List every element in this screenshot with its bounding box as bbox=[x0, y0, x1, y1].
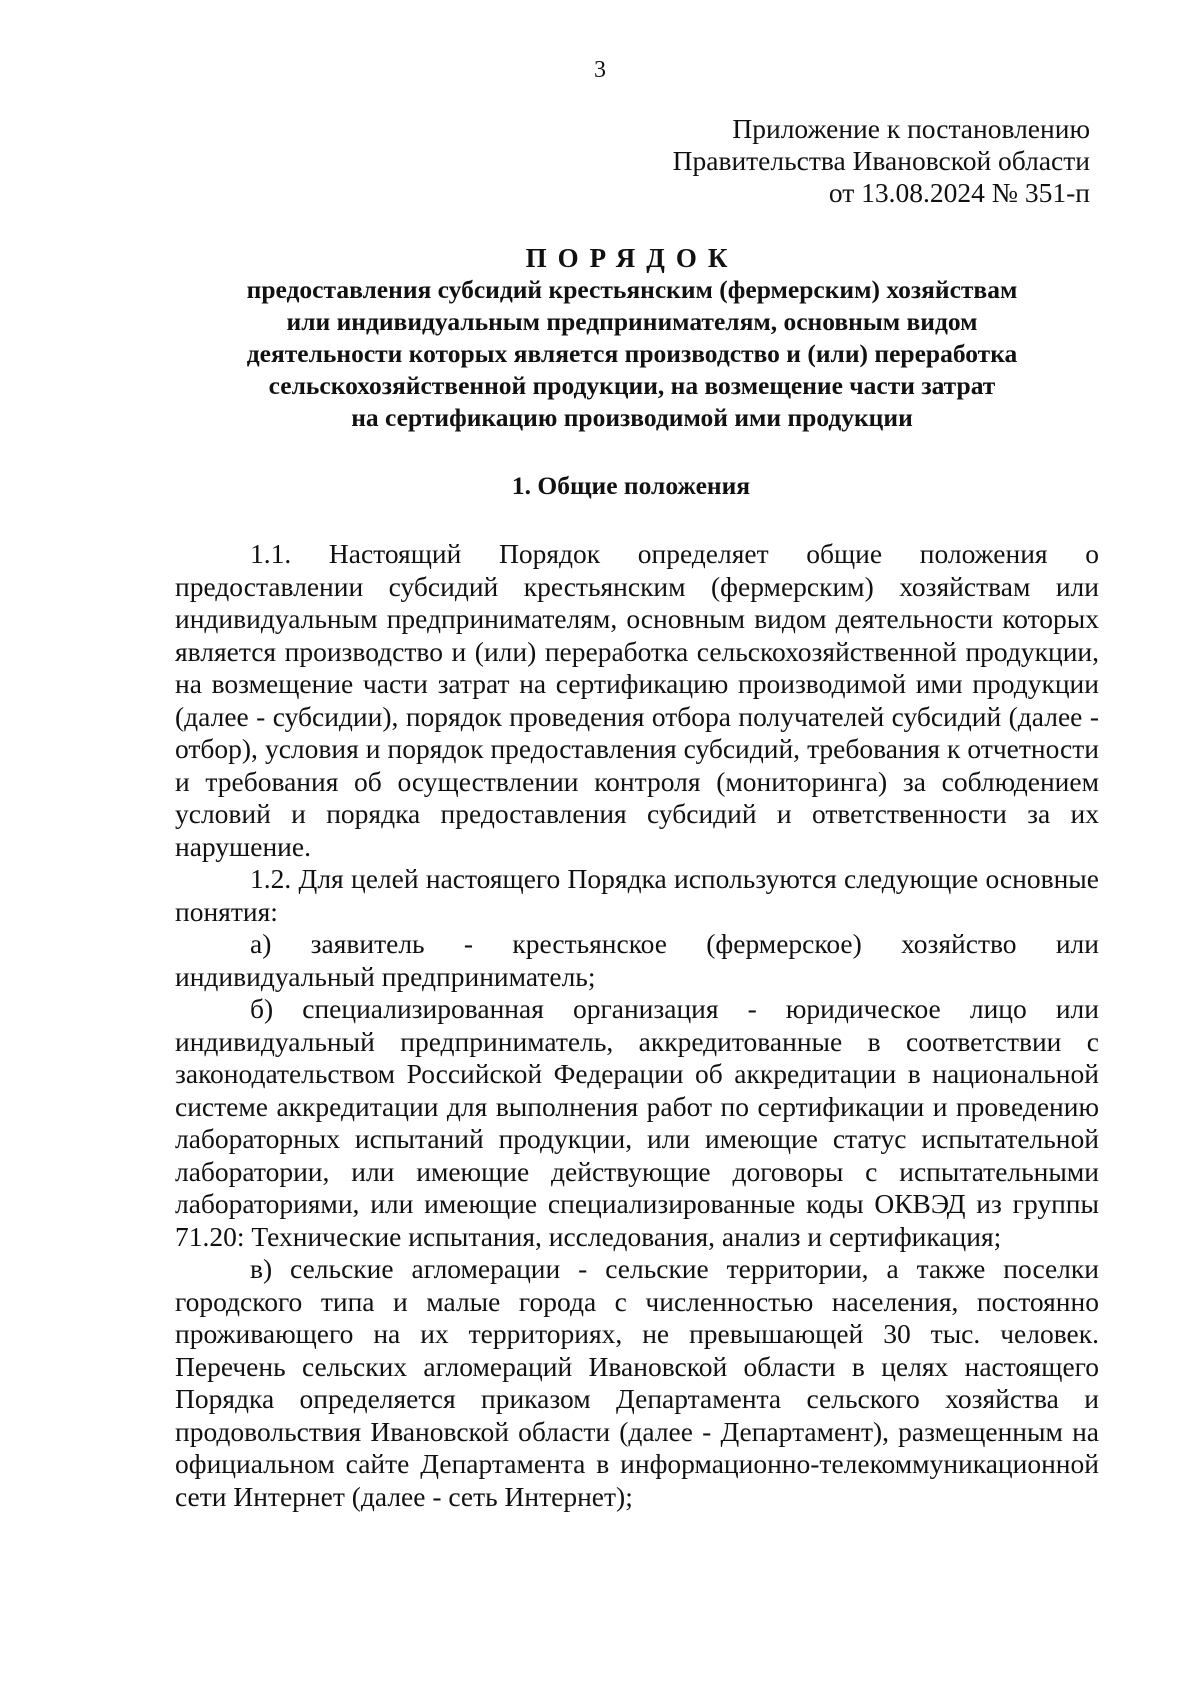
paragraph-1-1: 1.1. Настоящий Порядок определяет общие положения о предоставлении субсидий крестьянским (фермерским) хозяйствам или индивидуальным предпринимателям, основным видом деятельности которых является производство и (или) переработка сельскохозяйственной продукции, на возмещение части затрат на сертификацию производимой ими продукции (далее - субсидии), порядок проведения отбора получателей субсидий (далее - отбор), условия и порядок предоставления субсидий, требования к отчетности и требования об осуществлении контроля (мониторинга) за соблюдением условий и порядка предоставления субсидий и ответственности за их нарушение. bbox=[175, 538, 1099, 862]
title-subtitle-line: деятельности которых является производство и (или) переработка bbox=[246, 339, 1018, 368]
definition-b: б) специализированная организация - юридическое лицо или индивидуальный предприниматель, аккредитованные в соответствии с законодательством Российской Федерации об аккредитации в национальной системе аккредитации для выполнения работ по сертификации и проведению лабораторных испытаний продукции, или имеющие статус испытательной лаборатории, или имеющие действующие договоры с испытательными лабораториями, или имеющие специализированные коды ОКВЭД из группы 71.20: Технические испытания, исследования, анализ и сертификация; bbox=[175, 993, 1099, 1252]
title-subtitle-line: или индивидуальным предпринимателям, основным видом bbox=[286, 307, 978, 336]
appendix-reference bbox=[673, 113, 1090, 209]
title-subtitle-line: на сертификацию производимой ими продукции bbox=[351, 403, 913, 432]
definition-c: в) сельские агломерации - сельские территории, а также поселки городского типа и малые города с численностью населения, постоянно проживающего на их территориях, не превышающей 30 тыс. человек. Перечень сельских агломераций Ивановской области в целях настоящего Порядка определяется приказом Департамента сельского хозяйства и продовольствия Ивановской области (далее - Департамент), размещенным на официальном сайте Департамента в информационно-телекоммуникационной сети Интернет (далее - сеть Интернет); bbox=[175, 1253, 1099, 1512]
appendix-line-3: от 13.08.2024 № 351-п bbox=[828, 177, 1090, 208]
definition-a: а) заявитель - крестьянское (фермерское) хозяйство или индивидуальный предприниматель; bbox=[175, 928, 1099, 992]
appendix-line-2: Правительства Ивановской области bbox=[672, 145, 1090, 176]
page-number: 3 bbox=[594, 57, 606, 83]
title-subtitle-line: сельскохозяйственной продукции, на возмещение части затрат bbox=[268, 371, 996, 400]
section-heading: 1. Общие положения bbox=[511, 471, 751, 500]
document-body bbox=[175, 538, 1099, 1513]
document-title: ПОРЯДОК bbox=[525, 243, 739, 273]
appendix-line-1: Приложение к постановлению bbox=[732, 113, 1090, 144]
document-title-block bbox=[175, 242, 1089, 434]
title-subtitle-line: предоставления субсидий крестьянским (фермерским) хозяйствам bbox=[246, 275, 1018, 304]
paragraph-1-2: 1.2. Для целей настоящего Порядка используются следующие основные понятия: bbox=[175, 863, 1099, 927]
